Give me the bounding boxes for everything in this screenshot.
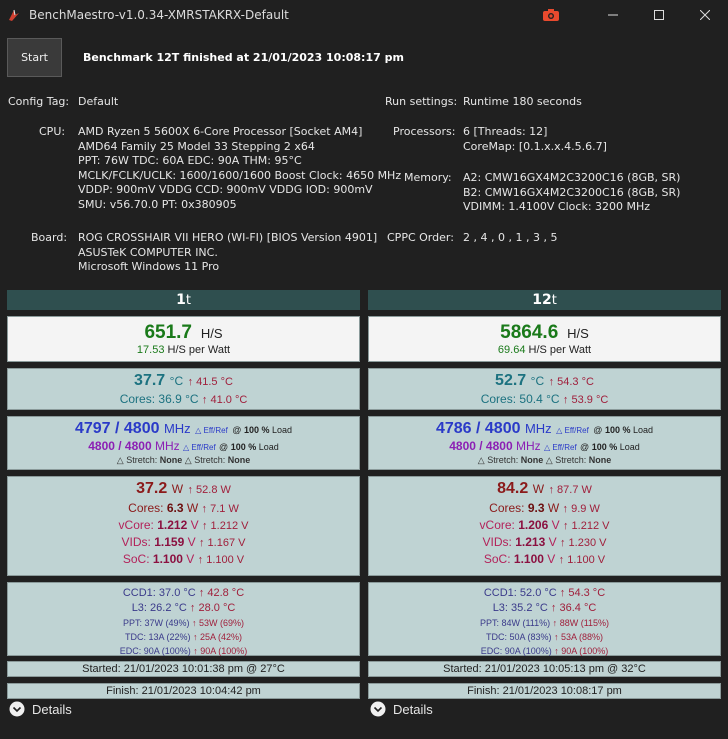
hash-per-watt-value: 69.64 — [497, 344, 526, 356]
start-button[interactable]: Start — [7, 38, 62, 77]
title-bar — [0, 0, 728, 30]
run-settings-label: Run settings: — [385, 95, 458, 108]
hashrate-panel: 5864.6 H/S 69.64 H/S per Watt — [368, 316, 721, 362]
chevron-down-circle-icon — [370, 701, 386, 717]
hashrate-value: 651.7 — [144, 322, 192, 343]
column-header: 1t — [7, 290, 360, 310]
board-info: ROG CROSSHAIR VII HERO (WI-FI) [BIOS Version 4901] ASUSTeK COMPUTER INC. Microsoft Windows 11 Pro — [78, 231, 378, 273]
config-tag-value: Default — [78, 95, 119, 108]
config-tag-label: Config Tag: — [8, 95, 70, 108]
started-info: Started: 21/01/2023 10:01:38 pm @ 27°C — [7, 661, 360, 677]
power-panel: 37.2 W ↑ 52.8 W Cores: 6.3 W ↑ 7.1 W vCore: 1.212 V ↑ 1.212 V VIDs: 1.159 V ↑ 1.167 V SoC: 1.100 V ↑ 1.100 V — [7, 476, 360, 576]
minimize-button[interactable] — [590, 0, 636, 30]
processors-label: Processors: — [393, 125, 456, 138]
ccd-panel: CCD1: 37.0 °C ↑ 42.8 °C L3: 26.2 °C ↑ 28.0 °C PPT: 37W (49%) ↑ 53W (69%) TDC: 13A (22%) ↑ 25A (42%) EDC: 90A (100%) ↑ 90A (100%) — [7, 582, 360, 656]
cppc-order-value: 2 , 4 , 0 , 1 , 3 , 5 — [463, 231, 558, 244]
memory-info: A2: CMW16GX4M2C3200C16 (8GB, SR) B2: CMW16GX4M2C3200C16 (8GB, SR) VDIMM: 1.4100V Clock: 3200 MHz — [463, 171, 681, 213]
run-settings-value: Runtime 180 seconds — [463, 95, 582, 108]
result-column-12t — [368, 290, 721, 699]
up-arrow-icon: ↑ — [187, 376, 194, 388]
cpu-label: CPU: — [39, 125, 66, 138]
close-button[interactable] — [682, 0, 728, 30]
hashrate-panel: 651.7 H/S 17.53 H/S per Watt — [7, 316, 360, 362]
app-logo-icon — [6, 7, 22, 23]
details-toggle-1t[interactable] — [9, 701, 72, 717]
hash-per-watt-value: 17.53 — [136, 344, 165, 356]
ccd-panel: CCD1: 52.0 °C ↑ 54.3 °C L3: 35.2 °C ↑ 36.4 °C PPT: 84W (111%) ↑ 88W (115%) TDC: 50A (83%) ↑ 53A (88%) EDC: 90A (100%) ↑ 90A (100%) — [368, 582, 721, 656]
up-arrow-icon: ↑ — [548, 376, 555, 388]
power-panel: 84.2 W ↑ 87.7 W Cores: 9.3 W ↑ 9.9 W vCore: 1.206 V ↑ 1.212 V VIDs: 1.213 V ↑ 1.230 V SoC: 1.100 V ↑ 1.100 V — [368, 476, 721, 576]
processors-info: 6 [Threads: 12] CoreMap: [0.1.x.x.4.5.6.7] — [463, 125, 607, 153]
package-power-value: 84.2 — [497, 480, 529, 497]
triangle-icon: △ — [556, 426, 563, 435]
cpu-temp-value: 52.7 — [495, 372, 527, 389]
started-info: Started: 21/01/2023 10:05:13 pm @ 32°C — [368, 661, 721, 677]
details-toggle-12t[interactable] — [370, 701, 433, 717]
clock-value: 4797 / 4800 — [74, 420, 160, 437]
clock-panel: 4786 / 4800 MHz △ Eff/Ref @ 100 % Load 4800 / 4800 MHz △ Eff/Ref @ 100 % Load △ Stretch: None △ Stretch: None — [368, 416, 721, 470]
cpu-info: AMD Ryzen 5 5600X 6-Core Processor [Socket AM4] AMD64 Family 25 Model 33 Stepping 2 x64 PPT: 76W TDC: 60A EDC: 90A THM: 95°C MCLK/FCLK/UCLK: 1600/1600/1600 Boost Clock: 4650 MHz VDDP: 900mV VDDG CCD: 900mV VDDG IOD: 900mV SMU: v56.70.0 PT: 0x380905 — [78, 125, 402, 211]
temperature-panel: 37.7 °C ↑ 41.5 °C Cores: 36.9 °C ↑ 41.0 °C — [7, 368, 360, 410]
screenshot-camera-icon[interactable] — [540, 5, 562, 25]
window-title: BenchMaestro-v1.0.34-XMRSTAKRX-Default — [29, 8, 289, 22]
package-power-value: 37.2 — [136, 480, 168, 497]
clock-value: 4786 / 4800 — [435, 420, 521, 437]
clock-panel: 4797 / 4800 MHz △ Eff/Ref @ 100 % Load 4800 / 4800 MHz △ Eff/Ref @ 100 % Load △ Stretch: None △ Stretch: None — [7, 416, 360, 470]
triangle-icon: △ — [195, 426, 202, 435]
hashrate-value: 5864.6 — [500, 322, 559, 343]
column-header: 12t — [368, 290, 721, 310]
chevron-down-circle-icon — [9, 701, 25, 717]
cppc-order-label: CPPC Order: — [387, 231, 454, 244]
memory-label: Memory: — [404, 171, 452, 184]
cpu-temp-value: 37.7 — [134, 372, 166, 389]
status-message: Benchmark 12T finished at 21/01/2023 10:08:17 pm — [83, 51, 404, 64]
finish-info: Finish: 21/01/2023 10:04:42 pm — [7, 683, 360, 699]
finish-info: Finish: 21/01/2023 10:08:17 pm — [368, 683, 721, 699]
details-label: Details — [393, 701, 433, 717]
maximize-button[interactable] — [636, 0, 682, 30]
details-label: Details — [32, 701, 72, 717]
result-column-1t — [7, 290, 360, 699]
temperature-panel: 52.7 °C ↑ 54.3 °C Cores: 50.4 °C ↑ 53.9 °C — [368, 368, 721, 410]
board-label: Board: — [31, 231, 68, 244]
